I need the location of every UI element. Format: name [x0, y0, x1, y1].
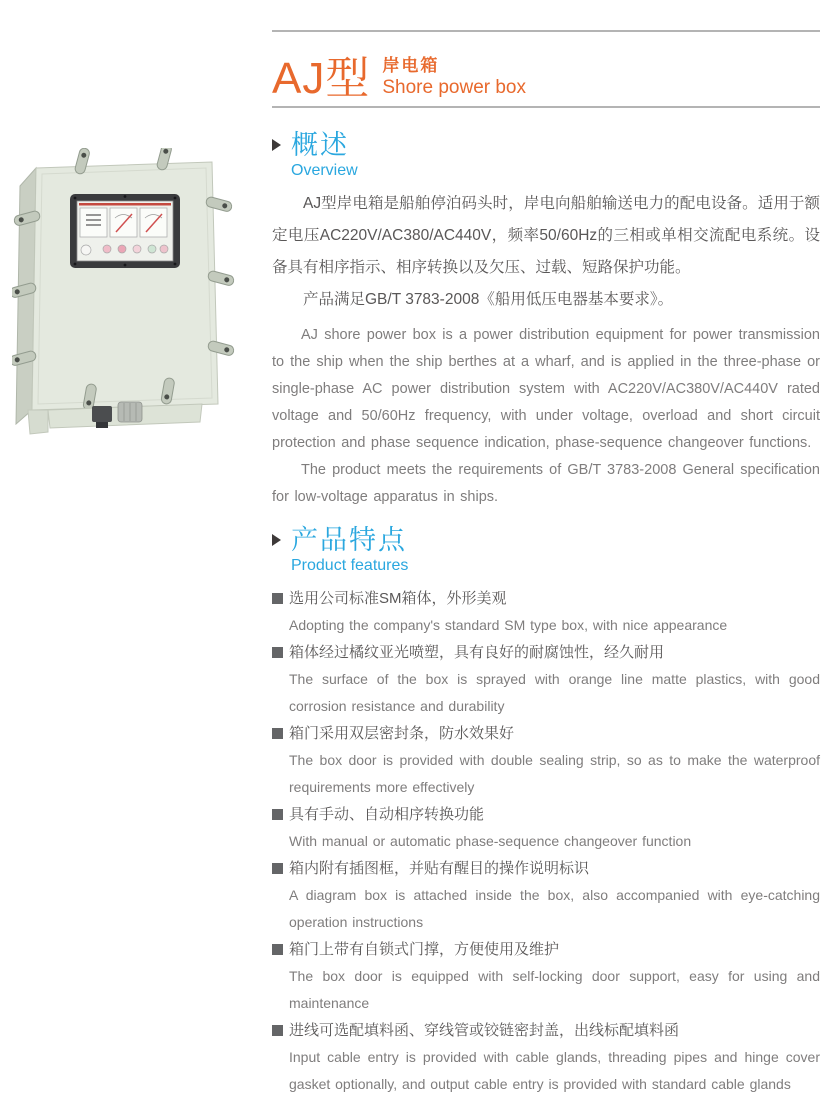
overview-paragraph-zh: 产品满足GB/T 3783-2008《船用低压电器基本要求》。: [303, 291, 674, 309]
feature-zh-text: 箱内附有插图框，并贴有醒目的操作说明标识: [289, 860, 590, 878]
feature-en: The box door is equipped with self-locking door support, easy for using and maintenance: [289, 968, 820, 1012]
right-triangle-icon: [272, 534, 281, 546]
cable-gland-metal: [118, 402, 142, 422]
product-model: AJ型: [272, 54, 371, 104]
product-name: [382, 51, 526, 100]
overview-paragraph-en: AJ shore power box is a power distribution equipment for power transmission to the ship when the ship berthes at a wharf, and is applied in the three-phase or single-phase AC power distribution system with AC220V/AC380V/AC440V rated voltage and 50/60Hz frequency, with under voltage, overload and short circuit protection and phase sequence indication, phase-sequence changeover functions.: [272, 327, 820, 452]
product-photo: [12, 148, 242, 453]
analog-meters: [80, 208, 167, 237]
overview-paragraph-zh: AJ型岸电箱是船舶停泊码头时，岸电向船舶输送电力的配电设备。适用于额定电压AC220V/AC380/AC440V，频率50/60Hz的三相或单相交流配电系统。设备具有相序指示、相序转换以及欠压、过载、短路保护功能。: [272, 195, 820, 277]
square-bullet-icon: [272, 863, 283, 874]
overview-paragraph-en: The product meets the requirements of GB/T 3783-2008 General specification for low-voltage apparatus in ships.: [272, 462, 820, 506]
feature-en: A diagram box is attached inside the box, also accompanied with eye-catching operation instructions: [289, 887, 820, 931]
shore-power-box-illustration: [12, 148, 235, 434]
feature-zh-text: 箱门采用双层密封条，防水效果好: [289, 725, 515, 743]
feature-zh: [272, 801, 820, 828]
feature-zh: [272, 639, 820, 666]
feature-zh: [272, 936, 820, 963]
square-bullet-icon: [272, 647, 283, 658]
overview-heading-zh: 概述: [291, 130, 349, 160]
feature-zh-text: 箱体经过橘纹亚光喷塑，具有良好的耐腐蚀性，经久耐用: [289, 644, 665, 662]
title-divider: [272, 106, 820, 108]
feature-zh: [272, 855, 820, 882]
feature-item: [272, 720, 820, 801]
feature-item: [272, 801, 820, 855]
overview-section-header: [272, 130, 820, 180]
feature-zh: [272, 720, 820, 747]
feature-zh-text: 选用公司标准SM箱体，外形美观: [289, 590, 507, 608]
feature-zh-text: 箱门上带有自锁式门撑，方便使用及维护: [289, 941, 560, 959]
square-bullet-icon: [272, 809, 283, 820]
feature-zh-text: 进线可选配填料函、穿线管或铰链密封盖，出线标配填料函: [289, 1022, 680, 1040]
features-heading-en: Product features: [291, 557, 409, 575]
feature-en: Input cable entry is provided with cable glands, threading pipes and hinge cover gasket optionally, and output cable entry is provided with standard cable glands: [289, 1049, 820, 1093]
feature-item: [272, 639, 820, 720]
product-title-block: [272, 40, 820, 104]
feature-item: [272, 936, 820, 1017]
features-section-header: [272, 525, 820, 575]
feature-item: [272, 1017, 820, 1098]
overview-heading: [291, 130, 358, 180]
square-bullet-icon: [272, 944, 283, 955]
feature-zh-text: 具有手动、自动相序转换功能: [289, 806, 485, 824]
feature-en: The surface of the box is sprayed with orange line matte plastics, with good corrosion resistance and durability: [289, 671, 820, 715]
product-name-en: Shore power box: [382, 77, 527, 98]
features-list: [272, 585, 820, 1098]
feature-item: [272, 585, 820, 639]
feature-item: [272, 855, 820, 936]
top-divider: [272, 30, 820, 32]
features-heading-zh: 产品特点: [291, 525, 407, 556]
feature-en: With manual or automatic phase-sequence changeover function: [289, 833, 692, 850]
square-bullet-icon: [272, 1025, 283, 1036]
meter-window: [70, 194, 180, 268]
feature-en: Adopting the company's standard SM type box, with nice appearance: [289, 617, 728, 634]
product-name-zh: 岸电箱: [382, 56, 440, 75]
feature-zh: [272, 1017, 820, 1044]
square-bullet-icon: [272, 728, 283, 739]
right-triangle-icon: [272, 139, 281, 151]
feature-zh: [272, 585, 820, 612]
feature-en: The box door is provided with double sealing strip, so as to make the waterproof requirements more effectively: [289, 752, 820, 796]
content-column: [272, 0, 820, 1098]
overview-heading-en: Overview: [291, 162, 358, 180]
features-heading: [291, 525, 408, 575]
square-bullet-icon: [272, 593, 283, 604]
